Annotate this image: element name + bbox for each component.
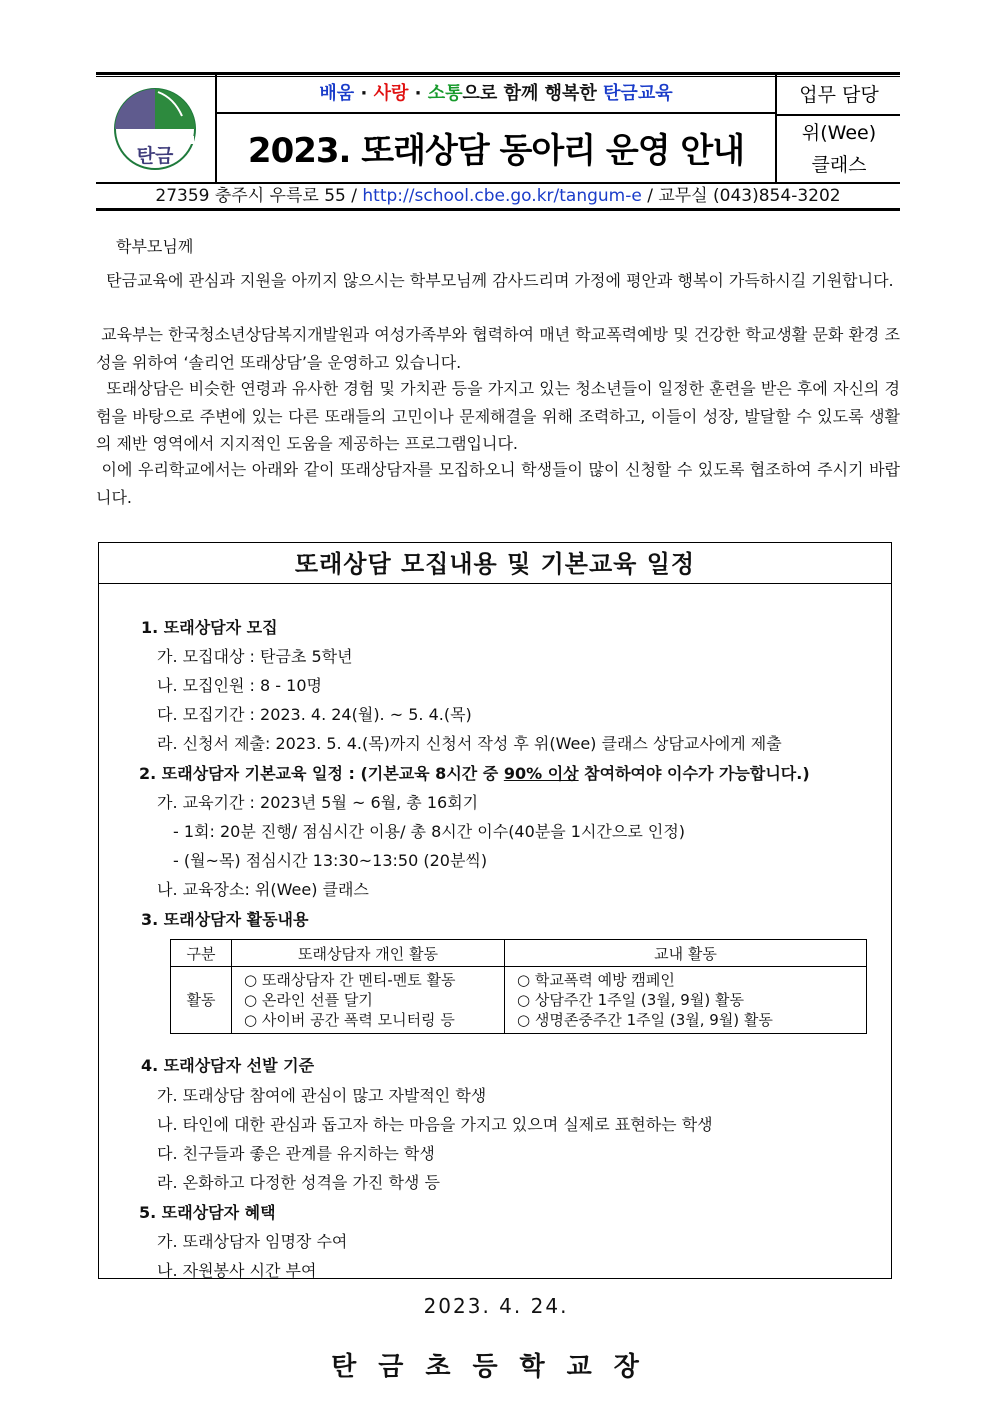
slogan-word-communication: 소통	[427, 83, 463, 104]
personal-activity: ○ 또래상담자 간 멘티-멘토 활동	[244, 971, 456, 989]
section-4-item: 나. 타인에 대한 관심과 돕고자 하는 마음을 가지고 있으며 실제로 표현하는 학생	[157, 1115, 713, 1134]
activity-table	[170, 939, 867, 1034]
section-2-title	[139, 761, 810, 784]
slogan-tangum-education: 탄금교육	[603, 83, 673, 104]
section-5-item: 가. 또래상담자 임명장 수여	[157, 1232, 348, 1251]
greeting: 학부모님께	[116, 237, 194, 256]
box-heading: 또래상담 모집내용 및 기본교육 일정	[99, 543, 891, 584]
section-2-item: 나. 교육장소: 위(Wee) 클래스	[157, 880, 369, 899]
section-2-title-underline: 90% 이상	[503, 764, 579, 783]
paragraph-4: 이에 우리학교에서는 아래와 같이 또래상담자를 모집하오니 학생들이 많이 신청할 수 있도록 협조하여 주시기 바랍니다.	[96, 460, 900, 507]
section-4-item: 가. 또래상담 참여에 관심이 많고 자발적인 학생	[157, 1086, 487, 1105]
section-2-item: - (월~목) 점심시간 13:30~13:50 (20분씩)	[173, 851, 488, 870]
table-header-row	[171, 940, 867, 967]
section-2-title-a: 2. 또래상담자 기본교육 일정 : (기본교육 8시간 중	[139, 764, 504, 783]
slogan-word-learning: 배움	[319, 83, 355, 104]
table-header: 구분	[171, 940, 232, 967]
document-date: 2023. 4. 24.	[423, 1294, 569, 1318]
section-1-title: 1. 또래상담자 모집	[141, 618, 278, 637]
table-row	[171, 967, 867, 1034]
section-1-item: 가. 모집대상 : 탄금초 5학년	[157, 647, 353, 666]
section-5-title: 5. 또래상담자 혜택	[139, 1203, 276, 1222]
address-line	[96, 184, 900, 208]
slogan	[216, 78, 776, 110]
section-5-item: 나. 자원봉사 시간 부여	[157, 1261, 317, 1280]
school-url-link[interactable]: http://school.cbe.go.kr/tangum-e	[362, 186, 642, 206]
section-1-item: 다. 모집기간 : 2023. 4. 24(월). ~ 5. 4.(목)	[157, 705, 472, 724]
school-activity: ○ 생명존중주간 1주일 (3월, 9월) 활동	[517, 1011, 773, 1029]
personal-activity: ○ 온라인 선플 달기	[244, 991, 373, 1009]
school-activity: ○ 상담주간 1주일 (3월, 9월) 활동	[517, 991, 744, 1009]
slogan-middle: 으로 함께 행복한	[462, 83, 604, 104]
duty-dept-line1: 위(Wee)	[801, 122, 877, 144]
personal-activities-cell	[232, 967, 505, 1034]
section-1-item: 나. 모집인원 : 8 - 10명	[157, 676, 322, 695]
logo-text: 탄금	[136, 145, 174, 167]
paragraph-2: 교육부는 한국청소년상담복지개발원과 여성가족부와 협력하여 매년 학교폭력예방 및 건강한 학교생활 문화 환경 조성을 위하여 ‘솔리언 또래상담’을 운영하고 있습니다.	[96, 325, 900, 372]
principal-signature: 탄금초등학교장	[331, 1352, 661, 1382]
section-2-title-b: 참여하여야 이수가 가능합니다.)	[578, 764, 810, 783]
office-phone: / 교무실 (043)854-3202	[641, 186, 841, 206]
slogan-sep-2: ·	[414, 83, 422, 104]
section-2-item: 가. 교육기간 : 2023년 5월 ~ 6월, 총 16회기	[157, 793, 479, 812]
table-row-label: 활동	[171, 967, 232, 1034]
section-2-item: - 1회: 20분 진행/ 점심시간 이용/ 총 8시간 이수(40분을 1시간으로 인정)	[173, 822, 686, 841]
section-3-title: 3. 또래상담자 활동내용	[141, 910, 309, 929]
table-header: 교내 활동	[505, 940, 867, 967]
slogan-word-love: 사랑	[373, 83, 409, 104]
school-activity: ○ 학교폭력 예방 캠페인	[517, 971, 675, 989]
page-title: 2023. 또래상담 동아리 운영 안내	[247, 131, 745, 171]
paragraph-1: 탄금교육에 관심과 지원을 아끼지 않으시는 학부모님께 감사드리며 가정에 평안과 행복이 가득하시길 기원합니다.	[96, 271, 894, 290]
school-logo	[112, 86, 198, 172]
section-4-title: 4. 또래상담자 선발 기준	[141, 1056, 315, 1075]
duty-label: 업무 담당	[799, 84, 879, 106]
address: 27359 충주시 우륵로 55 /	[155, 186, 363, 206]
paragraph-3: 또래상담은 비슷한 연령과 유사한 경험 및 가치관 등을 가지고 있는 청소년들이 일정한 훈련을 받은 후에 자신의 경험을 바탕으로 주변에 있는 다른 또래들의 고민이나 문제해결을 위해 조력하고, 이들이 성장, 발달할 수 있도록 생활의 제반 영역에서 지지적인 도움을 제공하는 프로그램입니다.	[96, 379, 900, 454]
table-header: 또래상담자 개인 활동	[232, 940, 505, 967]
school-activities-cell	[505, 967, 867, 1034]
slogan-sep-1: ·	[360, 83, 368, 104]
section-4-item: 다. 친구들과 좋은 관계를 유지하는 학생	[157, 1144, 435, 1163]
section-4-item: 라. 온화하고 다정한 성격을 가진 학생 등	[157, 1173, 440, 1192]
duty-dept-line2: 클래스	[811, 154, 867, 176]
recruitment-box	[98, 542, 892, 1279]
section-1-item: 라. 신청서 제출: 2023. 5. 4.(목)까지 신청서 작성 후 위(Wee) 클래스 상담교사에게 제출	[157, 734, 782, 753]
personal-activity: ○ 사이버 공간 폭력 모니터링 등	[244, 1011, 455, 1029]
document-header	[96, 72, 900, 212]
